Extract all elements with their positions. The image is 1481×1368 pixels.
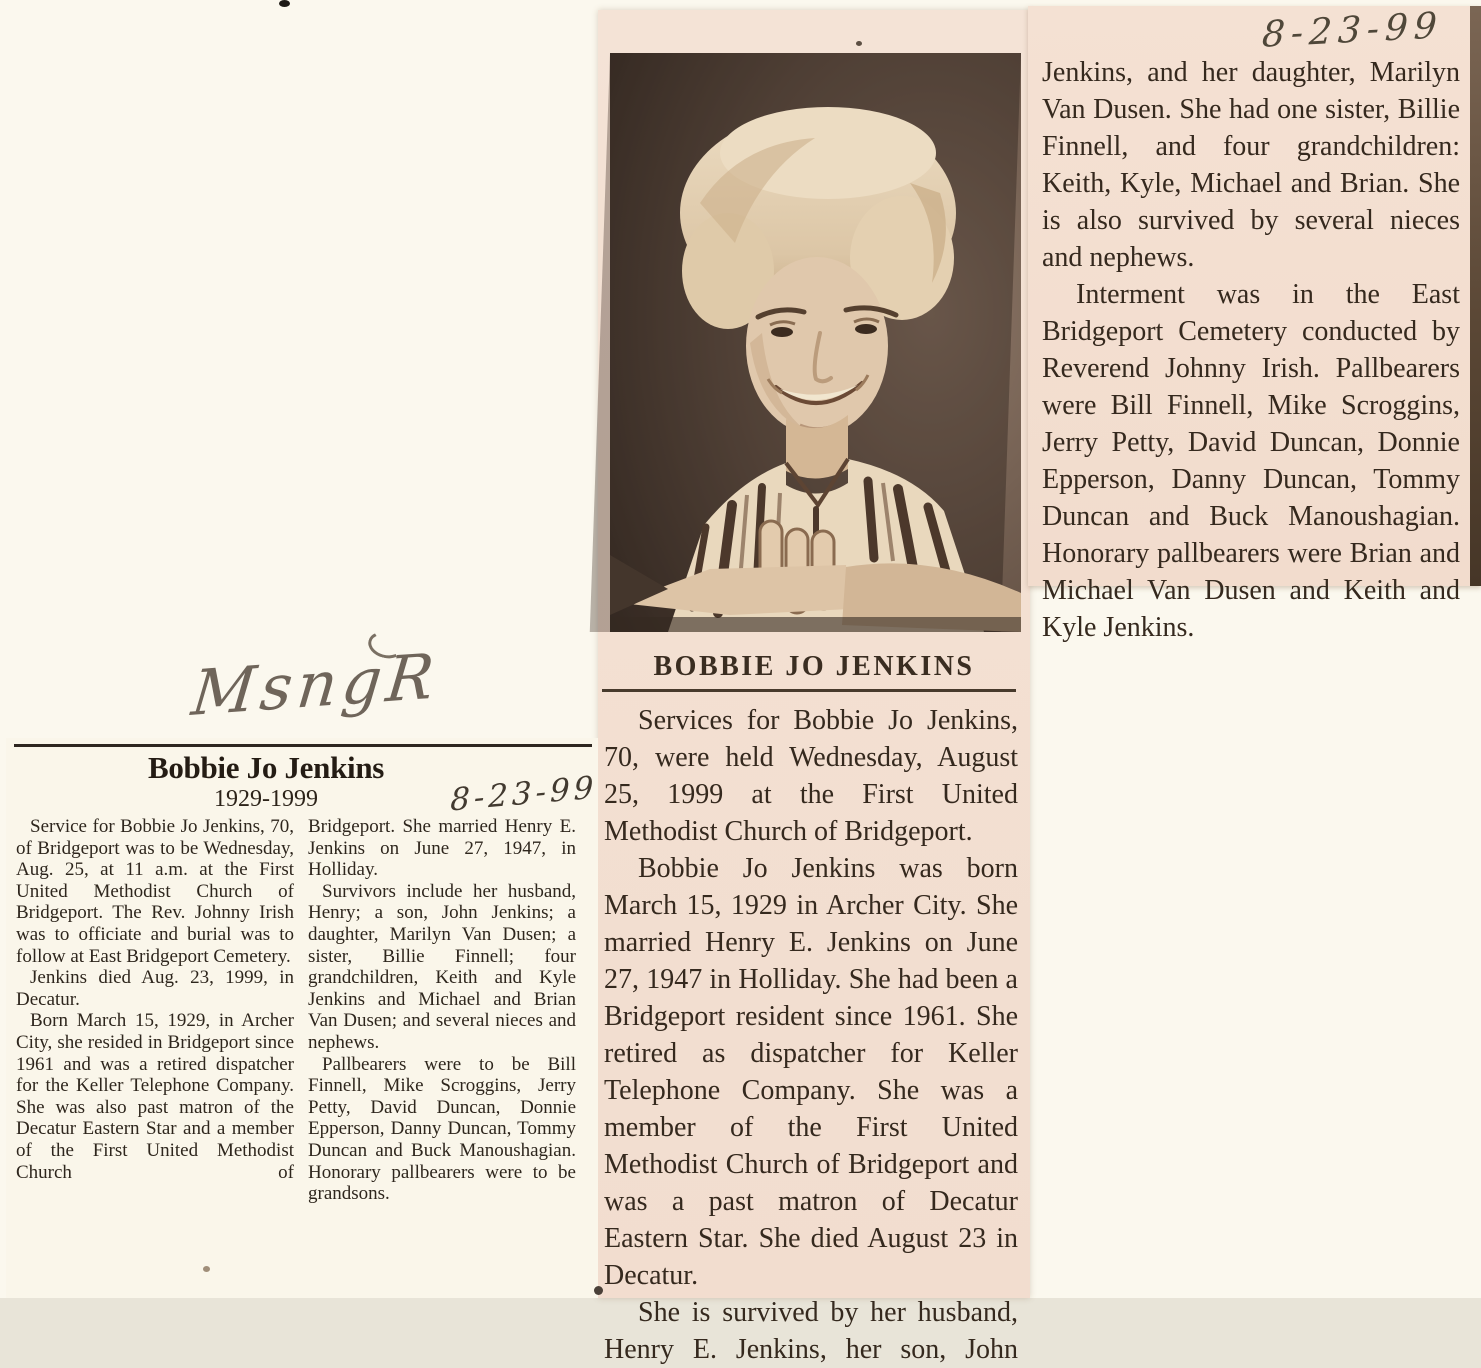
photo-caption: BOBBIE JO JENKINS [653,651,975,682]
portrait-photo-art [610,53,1021,632]
article-paragraph: Bobbie Jo Jenkins was born March 15, 1929 in Archer City. She married Henry E. Jenkins on June 27, 1947 in Holliday. She had been a Bridgeport resident since 1961. She retired as dispatcher for Keller Telephone Company. She was a member of the First United Methodist Church of Bridgeport and was a past matron of Decatur Eastern Star. She died August 23 in Decatur. [604,853,1018,1291]
left-article-column-1 [16,816,294,1183]
article-paragraph: Services for Bobbie Jo Jenkins, 70, were held Wednesday, August 25, 1999 at the First United Methodist Church of Bridgeport. [604,705,1018,847]
scan-speck [203,1266,210,1272]
caption-divider-rule [602,689,1016,692]
center-article-text [604,702,1018,1368]
right-newsprint-clipping [1028,6,1481,643]
scan-speck [279,0,290,7]
handwritten-note: MsngR [188,639,443,730]
article-paragraph: Interment was in the East Bridgeport Cemetery conducted by Reverend Johnny Irish. Pallbearers were Bill Finnell, Mike Scroggins, Jerry Petty, David Duncan, Donnie Epperson, Danny Duncan, Tommy Duncan and Buck Manoushagian. Honorary pallbearers were Brian and Michael Van Dusen and Keith and Kyle Jenkins. [1042,279,1460,643]
article-paragraph: Survivors include her husband, Henry; a son, John Jenkins; a daughter, Marilyn Van Dusen; a sister, Billie Finnell; four grandchildren, Keith and Kyle Jenkins and Michael and Brian Van Dusen; and several nieces and nephews. [308,880,576,1053]
right-article-text [1042,54,1460,646]
scan-speck [594,1286,603,1295]
article-paragraph: Pallbearers were to be Bill Finnell, Mike Scroggins, Jerry Petty, David Duncan, Donnie Epperson, Danny Duncan, Tommy Duncan and Buck Manoushagian. Honorary pallbearers were to be grandsons. [308,1053,576,1205]
article-paragraph: Service for Bobbie Jo Jenkins, 70, of Bridgeport was to be Wednesday, Aug. 25, at 11 a.m. at the First United Methodist Church of Bridgeport. The Rev. Johnny Irish was to officiate and burial was to follow at East Bridgeport Cemetery. [16,816,294,967]
article-paragraph: Bridgeport. She married Henry E. Jenkins on June 27, 1947, in Holliday. [308,816,576,881]
portrait-photo [610,53,1021,632]
scan-speck [856,41,862,46]
obituary-years: 1929-1999 [214,786,318,812]
article-paragraph: Jenkins died Aug. 23, 1999, in Decatur. [16,967,294,1010]
headline-top-rule [14,744,592,747]
article-paragraph: Jenkins, and her daughter, Marilyn Van Dusen. She had one sister, Billie Finnell, and four grandchildren: Keith, Kyle, Michael and Brian. She is also survived by several nieces and nephews. [1042,57,1460,273]
handwritten-date-top-right: 8-23-99 [1261,5,1444,56]
article-paragraph: She is survived by her husband, Henry E. Jenkins, her son, John [604,1297,1018,1365]
clipping-shadow-edge [1470,6,1481,586]
handwritten-date-left: 8-23-99 [449,769,598,819]
obituary-headline: Bobbie Jo Jenkins [147,750,385,785]
article-paragraph: Born March 15, 1929, in Archer City, she resided in Bridgeport since 1961 and was a retired dispatcher for the Keller Telephone Company. She was also past matron of the Decatur Eastern Star and a member of the First United Methodist Church of [16,1010,294,1183]
left-article-column-2 [308,816,576,1205]
